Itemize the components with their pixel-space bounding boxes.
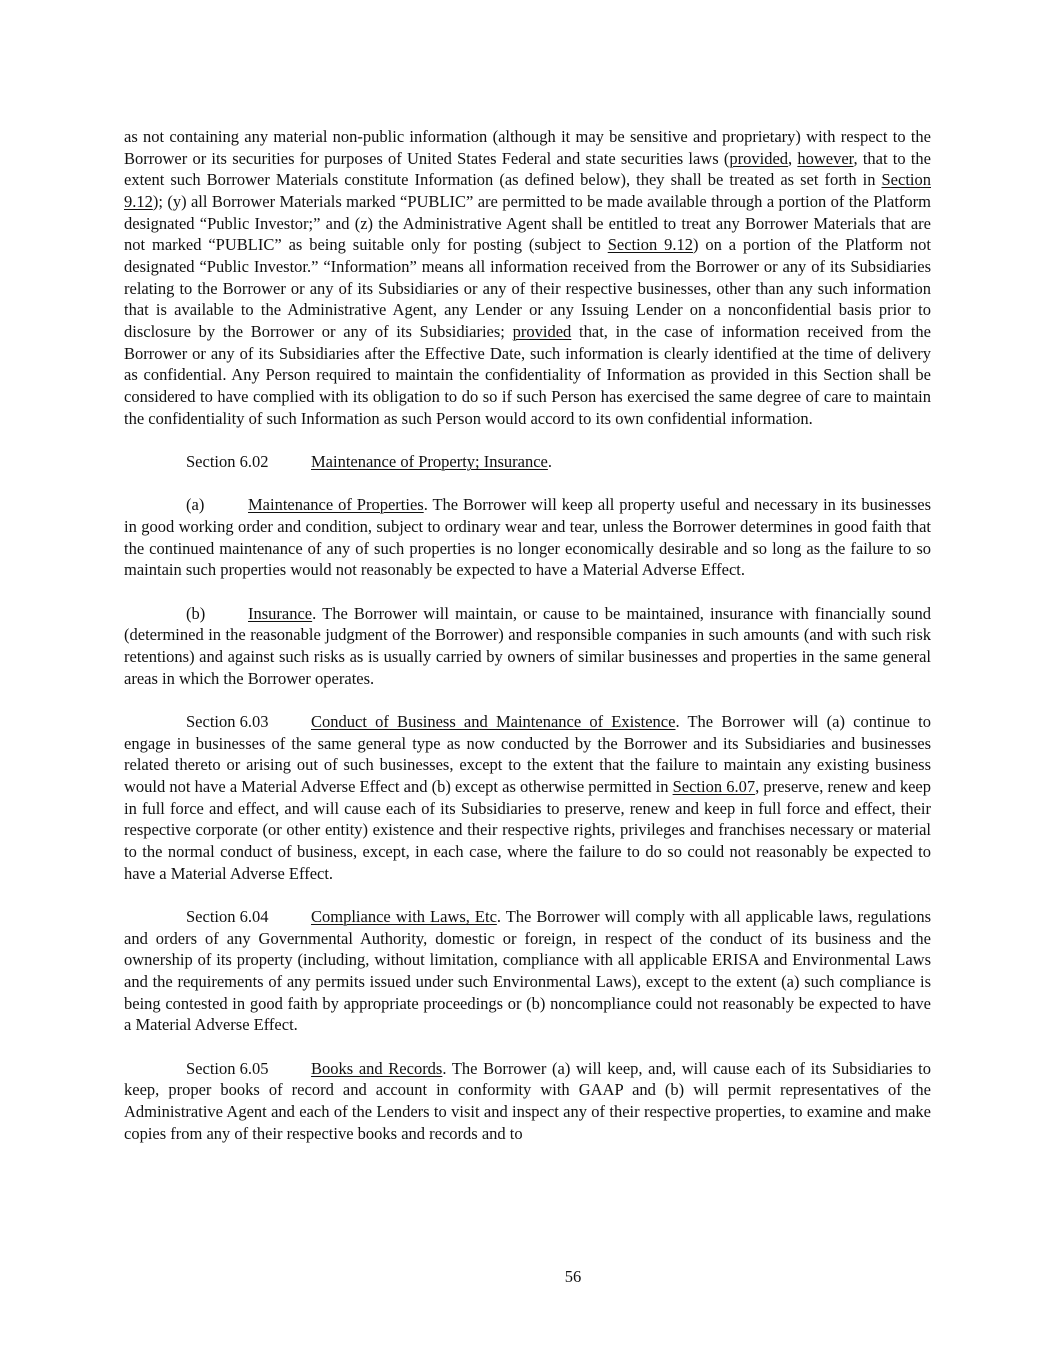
section-title: Compliance with Laws, Etc [311, 907, 497, 927]
underlined-term: provided [512, 322, 572, 342]
document-body [124, 126, 931, 1166]
text-run: , [788, 148, 798, 168]
text-run: . The Borrower will maintain, or cause to be maintained, insurance with financially sound (determined in the reasonable judgment of the Borrower) and responsible companies in such amounts (and with such risk retentions) and against such risks as is usually carried by owners of similar businesses and properties in the same general areas in which the Borrower operates. [124, 603, 931, 688]
section-title: Books and Records [311, 1058, 443, 1078]
underlined-term: however [797, 148, 854, 168]
cross-reference: Section 9.12 [124, 170, 931, 212]
section-paragraph [124, 451, 931, 473]
section-paragraph [124, 906, 931, 1036]
text-run: ); (y) all Borrower Materials marked “PUBLIC” are permitted to be made available through a portion of the Platform designated “Public Investor;” and (z) the Administrative Agent shall be entitled to treat any Borrower Materials that are not marked “PUBLIC” as being suitable only for posting (subject to [124, 192, 931, 255]
section-title: Insurance [248, 603, 313, 623]
text-run: . The Borrower will comply with all applicable laws, regulations and orders of any Governmental Authority, domestic or foreign, in respect of the conduct of its business and the ownership of its property (including, without limitation, compliance with all applicable ERISA and Environmental Laws and the requirements of any permits issued under such Environmental Laws), except to the extent (a) such compliance is being contested in good faith by appropriate proceedings or (b) noncompliance could not reasonably be expected to have a Material Adverse Effect. [124, 907, 931, 1035]
section-title: Maintenance of Properties [248, 495, 424, 515]
text-run: . The Borrower (a) will keep, and, will cause each of its Subsidiaries to keep, proper books of record and account in conformity with GAAP and (b) will permit representatives of the Administrative Agent and each of the Lenders to visit and inspect any of their respective properties, to examine and make copies from any of their respective books and records and to [124, 1058, 931, 1143]
subsection-paragraph [124, 603, 931, 690]
section-title: Maintenance of Property; Insurance [311, 452, 548, 472]
text-run: ) on a portion of the Platform not designated “Public Investor.” “Information” means all information received from the Borrower or any of its Subsidiaries relating to the Borrower or any of its Subsidiaries or any of their respective businesses, other than any such information that is available to the Administrative Agent, any Lender or any Issuing Lender on a nonconfidential basis prior to disclosure by the Borrower or any of its Subsidiaries; [124, 235, 931, 342]
section-number: Section 6.05 [186, 1058, 269, 1078]
section-paragraph [124, 1058, 931, 1145]
section-paragraph [124, 711, 931, 884]
paragraph-continued [124, 126, 931, 429]
text-run: . [547, 452, 552, 472]
subsection-paragraph [124, 494, 931, 581]
section-number: Section 6.03 [186, 712, 269, 732]
text-run: , that to the extent such Borrower Materials constitute Information (as defined below), they shall be treated as set forth in [124, 148, 932, 190]
page-number: 56 [564, 1267, 582, 1286]
text-run: . The Borrower will keep all property useful and necessary in its businesses in good working order and condition, subject to ordinary wear and tear, unless the Borrower determines in good faith that the continued maintenance of any of such properties is no longer economically desirable and so long as the failure to so maintain such properties would not reasonably be expected to have a Material Adverse Effect. [124, 495, 932, 580]
section-title: Conduct of Business and Maintenance of Existence [311, 712, 676, 732]
cross-reference: Section 9.12 [607, 235, 693, 255]
text-run: that, in the case of information received from the Borrower or any of its Subsidiaries after the Effective Date, such information is clearly identified at the time of delivery as confidential. Any Person required to maintain the confidentiality of Information as provided in this Section shall be considered to have complied with its obligation to do so if such Person has exercised the same degree of care to maintain the confidentiality of such Information as such Person would accord to its own confidential information. [124, 322, 931, 428]
subsection-label: (b) [186, 603, 206, 623]
section-number: Section 6.04 [186, 907, 269, 927]
cross-reference: Section 6.07 [672, 777, 756, 797]
text-run: , preserve, renew and keep in full force and effect, and will cause each of its Subsidiaries to preserve, renew and keep in full force and effect, their respective corporate (or other entity) existence and their respective rights, privileges and franchises necessary or material to the normal conduct of business, except, in each case, where the failure to do so could not reasonably be expected to have a Material Adverse Effect. [124, 777, 932, 883]
section-number: Section 6.02 [186, 452, 269, 472]
text-run: as not containing any material non-public information (although it may be sensitive and proprietary) with respect to the Borrower or its securities for purposes of United States Federal and state securities laws ( [124, 127, 931, 168]
text-run: . The Borrower will (a) continue to engage in businesses of the same general type as now conducted by the Borrower and its Subsidiaries and businesses related thereto or arising out of such businesses, except to the extent that the failure to maintain any existing business would not have a Material Adverse Effect and (b) except as otherwise permitted in [124, 712, 931, 797]
subsection-label: (a) [186, 495, 205, 515]
underlined-term: provided [729, 148, 789, 168]
